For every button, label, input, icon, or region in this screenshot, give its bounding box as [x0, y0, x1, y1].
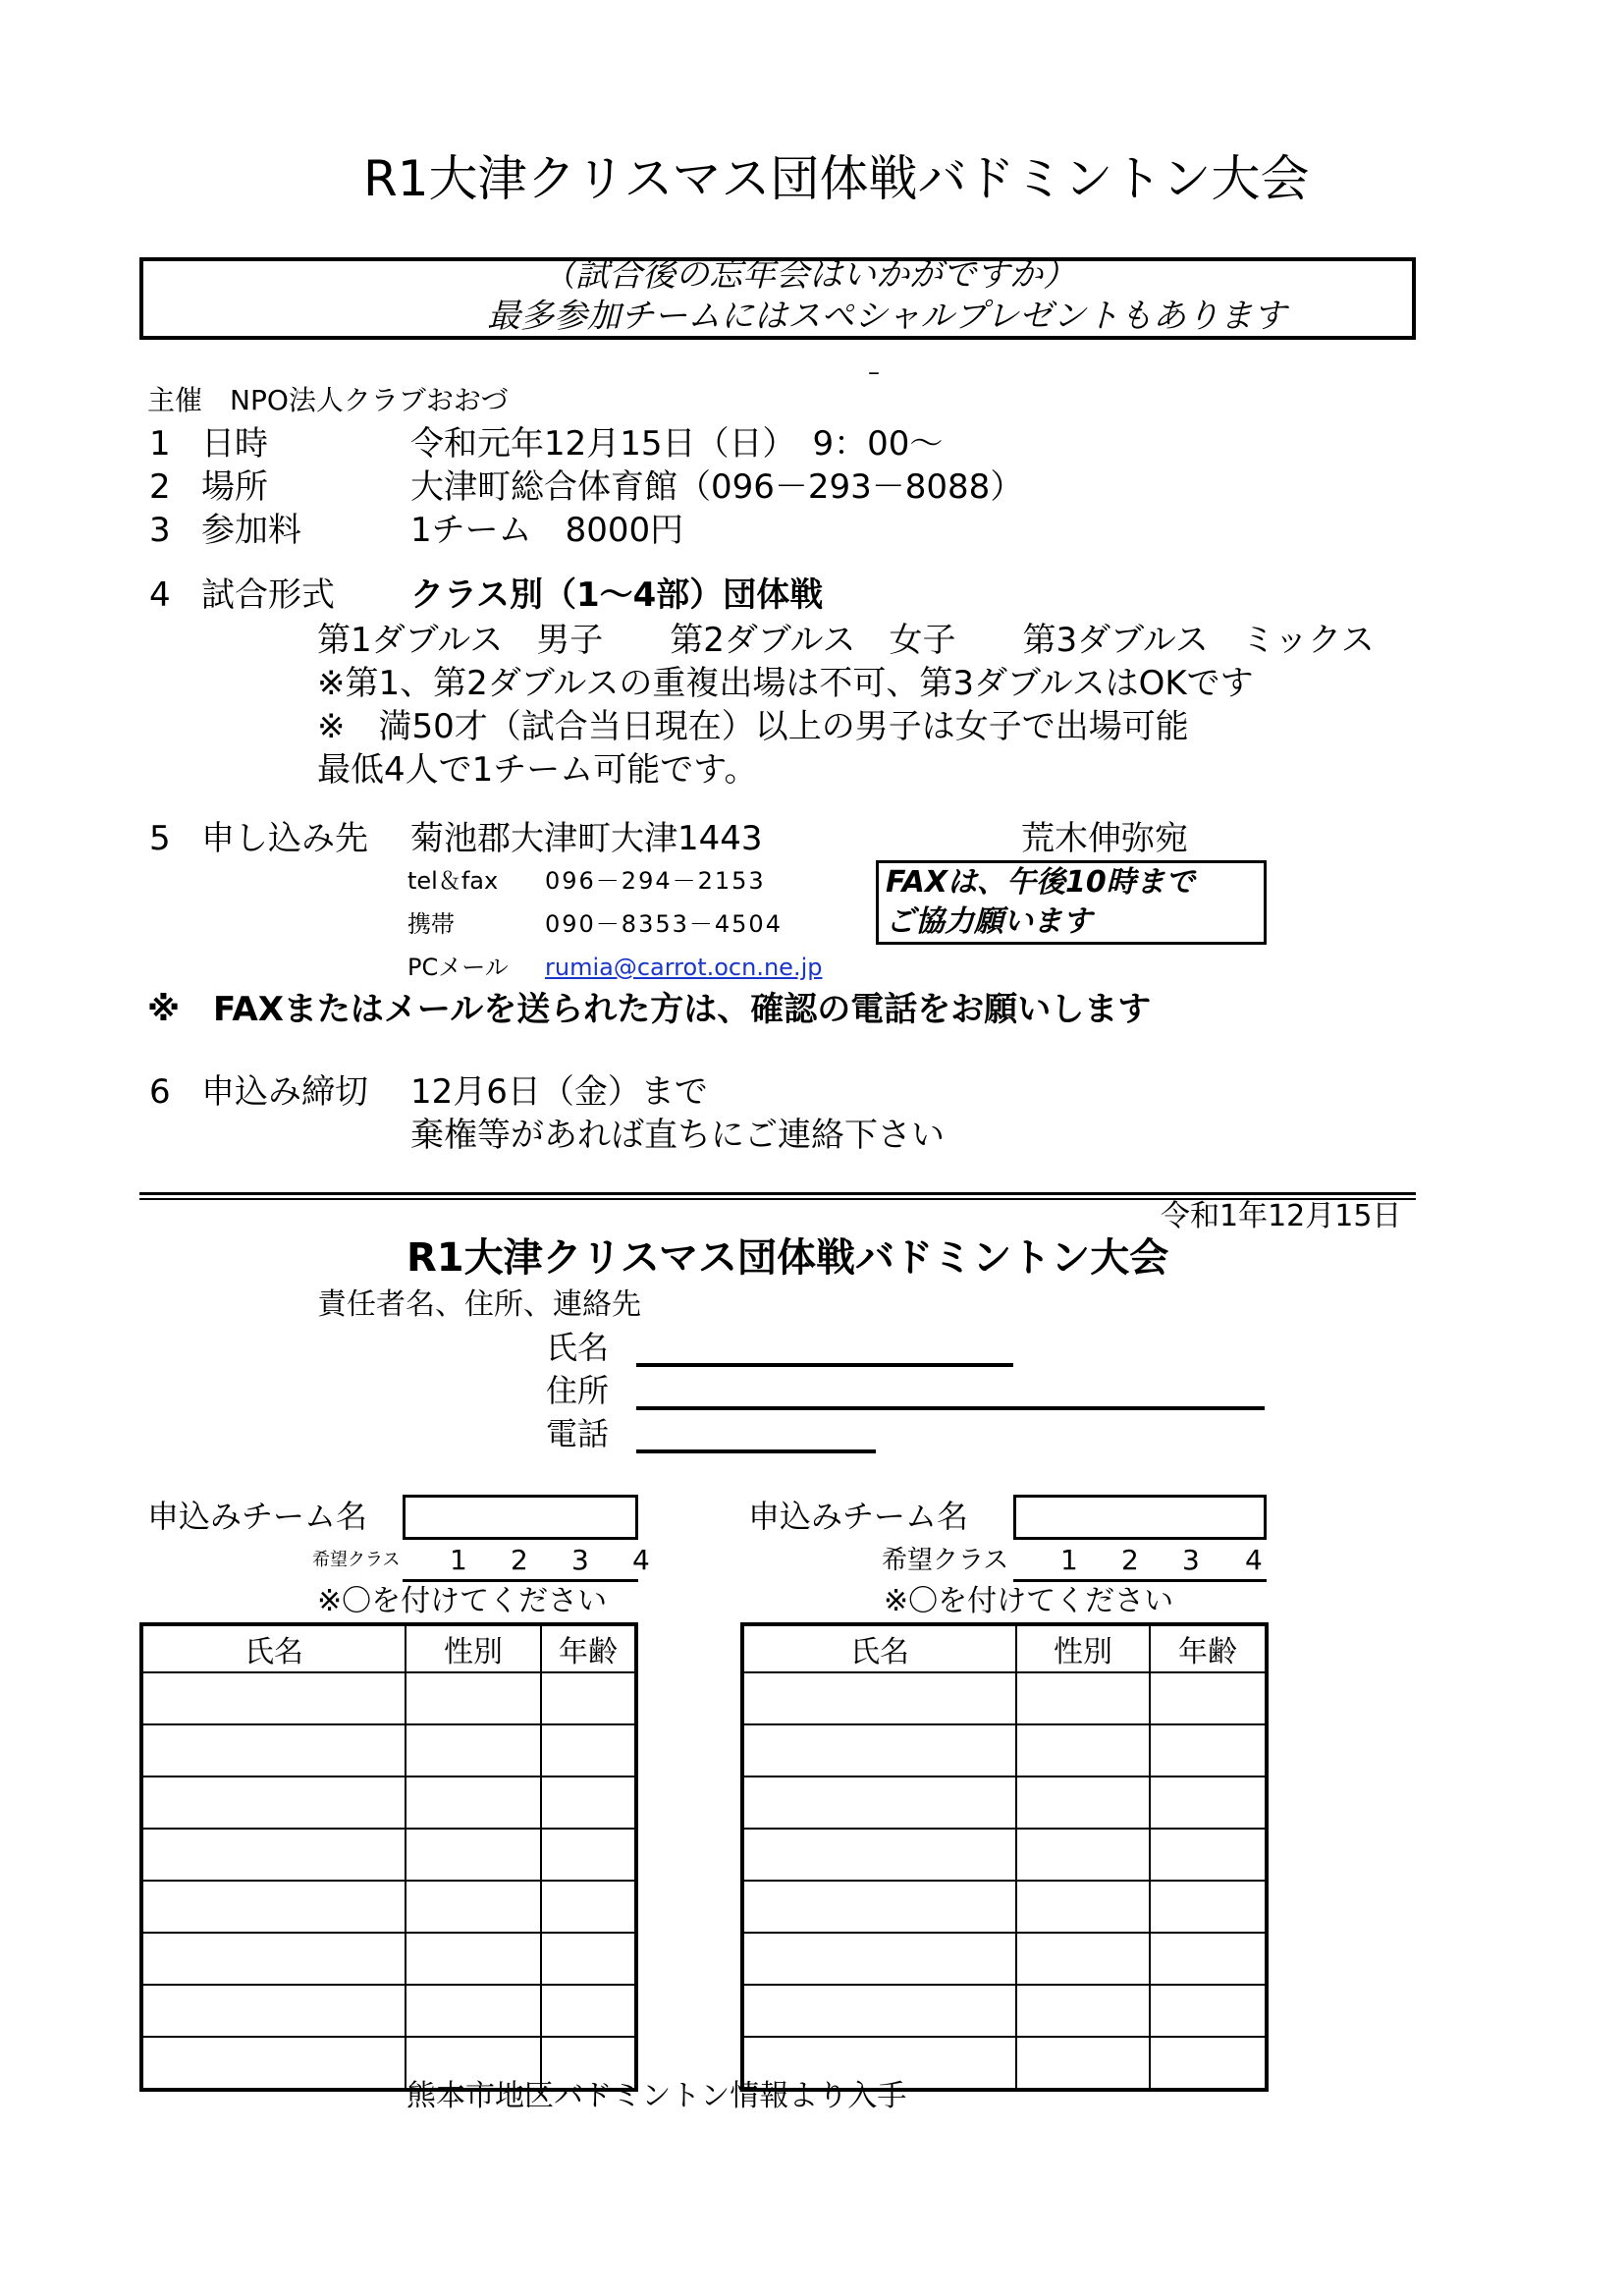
class-option-3-right[interactable]: 3	[1182, 1544, 1200, 1576]
gender-cell[interactable]	[406, 1881, 541, 1933]
name-cell[interactable]	[742, 1933, 1016, 1985]
item-deadline-value: 12月6日（金）まで	[410, 1072, 708, 1112]
gender-cell[interactable]	[1016, 1724, 1150, 1777]
gender-cell[interactable]	[406, 1777, 541, 1829]
dash-mark: –	[868, 358, 880, 386]
name-cell[interactable]	[742, 1881, 1016, 1933]
apply-recipient: 荒木伸弥宛	[1021, 819, 1188, 858]
item-date-value: 令和元年12月15日（日） 9：00～	[410, 424, 944, 464]
mobile-value: 090－8353－4504	[545, 910, 783, 938]
pc-mail-label: PCメール	[407, 954, 509, 981]
age-cell[interactable]	[1150, 1777, 1267, 1829]
tel-label: tel＆fax	[407, 867, 499, 895]
roster-table-left	[139, 1622, 638, 2092]
banner-line-2: 最多参加チームにはスペシャルプレゼントもあります	[487, 297, 1286, 336]
phone-label: 電話	[546, 1415, 610, 1452]
gender-cell[interactable]	[1016, 1777, 1150, 1829]
mark-note-left: ※〇を付けてください	[317, 1584, 608, 1618]
item-format-num: 4	[149, 575, 171, 615]
address-line	[636, 1406, 1265, 1410]
roster-header-name: 氏名	[742, 1624, 1016, 1672]
gender-cell[interactable]	[1016, 1672, 1150, 1724]
age-cell[interactable]	[1150, 1933, 1267, 1985]
age-cell[interactable]	[541, 1985, 636, 2037]
form-date: 令和1年12月15日	[1161, 1199, 1402, 1233]
table-row	[742, 1672, 1267, 1724]
name-cell[interactable]	[742, 1672, 1016, 1724]
team-label-right: 申込みチーム名	[748, 1498, 969, 1535]
roster-header-gender: 性別	[1016, 1624, 1150, 1672]
table-row	[141, 1672, 636, 1724]
age-cell[interactable]	[541, 1724, 636, 1777]
name-cell[interactable]	[141, 1933, 406, 1985]
age-cell[interactable]	[541, 1777, 636, 1829]
roster-header-gender: 性別	[406, 1624, 541, 1672]
format-line-3: ※ 満50才（試合当日現在）以上の男子は女子で出場可能	[317, 707, 1189, 746]
gender-cell[interactable]	[1016, 1881, 1150, 1933]
name-cell[interactable]	[141, 2037, 406, 2090]
name-cell[interactable]	[141, 1777, 406, 1829]
item-apply-num: 5	[149, 819, 171, 858]
form-title: R1大津クリスマス団体戦バドミントン大会	[406, 1235, 1169, 1281]
tel-value: 096－294－2153	[545, 867, 766, 895]
class-label-right: 希望クラス	[882, 1546, 1009, 1575]
name-cell[interactable]	[742, 1985, 1016, 2037]
name-cell[interactable]	[141, 1985, 406, 2037]
item-format-value: クラス別（1～4部）団体戦	[410, 575, 824, 615]
format-line-2: ※第1、第2ダブルスの重複出場は不可、第3ダブルスはOKです	[317, 664, 1254, 703]
gender-cell[interactable]	[1016, 1985, 1150, 2037]
roster-header-age: 年齢	[541, 1624, 636, 1672]
gender-cell[interactable]	[406, 1985, 541, 2037]
age-cell[interactable]	[1150, 2037, 1267, 2090]
table-row	[141, 1777, 636, 1829]
class-option-4-right[interactable]: 4	[1245, 1544, 1263, 1576]
table-row	[742, 1933, 1267, 1985]
class-option-2-right[interactable]: 2	[1121, 1544, 1139, 1576]
age-cell[interactable]	[541, 1672, 636, 1724]
gender-cell[interactable]	[1016, 1829, 1150, 1881]
table-row	[742, 1985, 1267, 2037]
confirm-note: ※ FAXまたはメールを送られた方は、確認の電話をお願いします	[147, 990, 1152, 1029]
name-cell[interactable]	[742, 1724, 1016, 1777]
item-place-label: 場所	[201, 467, 268, 507]
item-fee-label: 参加料	[201, 511, 301, 550]
item-apply-label: 申し込み先	[201, 819, 368, 858]
table-row	[141, 1881, 636, 1933]
contact-heading: 責任者名、住所、連絡先	[317, 1287, 641, 1322]
team-name-field-right[interactable]	[1013, 1495, 1267, 1540]
format-line-1: 第1ダブルス 男子 第2ダブルス 女子 第3ダブルス ミックス	[317, 621, 1375, 660]
address-label: 住所	[546, 1372, 610, 1409]
item-fee-value: 1チーム 8000円	[410, 511, 684, 550]
class-option-4-left[interactable]: 4	[632, 1544, 650, 1576]
class-option-3-left[interactable]: 3	[571, 1544, 589, 1576]
age-cell[interactable]	[1150, 1829, 1267, 1881]
name-cell[interactable]	[742, 1777, 1016, 1829]
page-title: R1大津クリスマス団体戦バドミントン大会	[363, 150, 1310, 207]
banner-line-1: （試合後の忘年会はいかがですか）	[542, 255, 1076, 295]
age-cell[interactable]	[541, 1933, 636, 1985]
roster-header-age: 年齢	[1150, 1624, 1267, 1672]
gender-cell[interactable]	[406, 1829, 541, 1881]
item-fee-num: 3	[149, 511, 171, 550]
item-date-label: 日時	[201, 424, 268, 464]
class-option-2-left[interactable]: 2	[511, 1544, 528, 1576]
table-row	[742, 1724, 1267, 1777]
roster-table-right	[740, 1622, 1269, 2092]
age-cell[interactable]	[1150, 1724, 1267, 1777]
age-cell[interactable]	[1150, 1672, 1267, 1724]
roster-header-right	[742, 1624, 1267, 1672]
mark-note-right: ※〇を付けてください	[884, 1584, 1174, 1618]
class-underline-right	[1013, 1579, 1267, 1582]
phone-line	[636, 1449, 876, 1453]
age-cell[interactable]	[1150, 1985, 1267, 2037]
separator-line-top	[139, 1192, 1416, 1195]
item-deadline-num: 6	[149, 1072, 171, 1112]
mobile-label: 携帯	[407, 910, 455, 938]
name-label: 氏名	[546, 1329, 610, 1366]
table-row	[141, 1724, 636, 1777]
gender-cell[interactable]	[1016, 1933, 1150, 1985]
item-deadline-label: 申込み締切	[201, 1072, 368, 1112]
item-date-num: 1	[149, 424, 171, 464]
organizer: 主催 NPO法人クラブおおづ	[147, 384, 509, 416]
name-cell[interactable]	[742, 1829, 1016, 1881]
team-label-left: 申込みチーム名	[147, 1498, 368, 1535]
table-row	[742, 1829, 1267, 1881]
table-row	[141, 1985, 636, 2037]
age-cell[interactable]	[541, 1829, 636, 1881]
class-underline-left	[403, 1579, 638, 1582]
item-deadline-note: 棄権等があれば直ちにご連絡下さい	[410, 1116, 945, 1155]
class-label-left: 希望クラス	[312, 1550, 401, 1570]
name-cell[interactable]	[141, 1881, 406, 1933]
name-line	[636, 1363, 1013, 1367]
gender-cell[interactable]	[1016, 2037, 1150, 2090]
gender-cell[interactable]	[406, 1672, 541, 1724]
fax-note-line-1: FAXは、午後10時まで	[886, 865, 1195, 900]
table-row	[141, 1829, 636, 1881]
gender-cell[interactable]	[406, 1724, 541, 1777]
format-line-4: 最低4人で1チーム可能です。	[317, 750, 758, 790]
roster-header-left	[141, 1624, 636, 1672]
item-place-value: 大津町総合体育館（096－293－8088）	[410, 467, 1024, 507]
name-cell[interactable]	[141, 1724, 406, 1777]
table-row	[742, 1881, 1267, 1933]
age-cell[interactable]	[1150, 1881, 1267, 1933]
gender-cell[interactable]	[406, 1933, 541, 1985]
apply-address: 菊池郡大津町大津1443	[410, 819, 763, 858]
name-cell[interactable]	[141, 1829, 406, 1881]
class-option-1-right[interactable]: 1	[1060, 1544, 1078, 1576]
email-link[interactable]: rumia@carrot.ocn.ne.jp	[545, 954, 823, 981]
age-cell[interactable]	[541, 1881, 636, 1933]
fax-note-line-2: ご協力願います	[886, 904, 1092, 939]
name-cell[interactable]	[141, 1672, 406, 1724]
roster-header-name: 氏名	[141, 1624, 406, 1672]
item-place-num: 2	[149, 467, 171, 507]
table-row	[742, 1777, 1267, 1829]
table-row	[141, 1933, 636, 1985]
footer-source: 熊本市地区バドミントン情報より入手	[406, 2079, 907, 2113]
item-format-label: 試合形式	[201, 575, 335, 615]
class-option-1-left[interactable]: 1	[450, 1544, 467, 1576]
team-name-field-left[interactable]	[403, 1495, 638, 1540]
